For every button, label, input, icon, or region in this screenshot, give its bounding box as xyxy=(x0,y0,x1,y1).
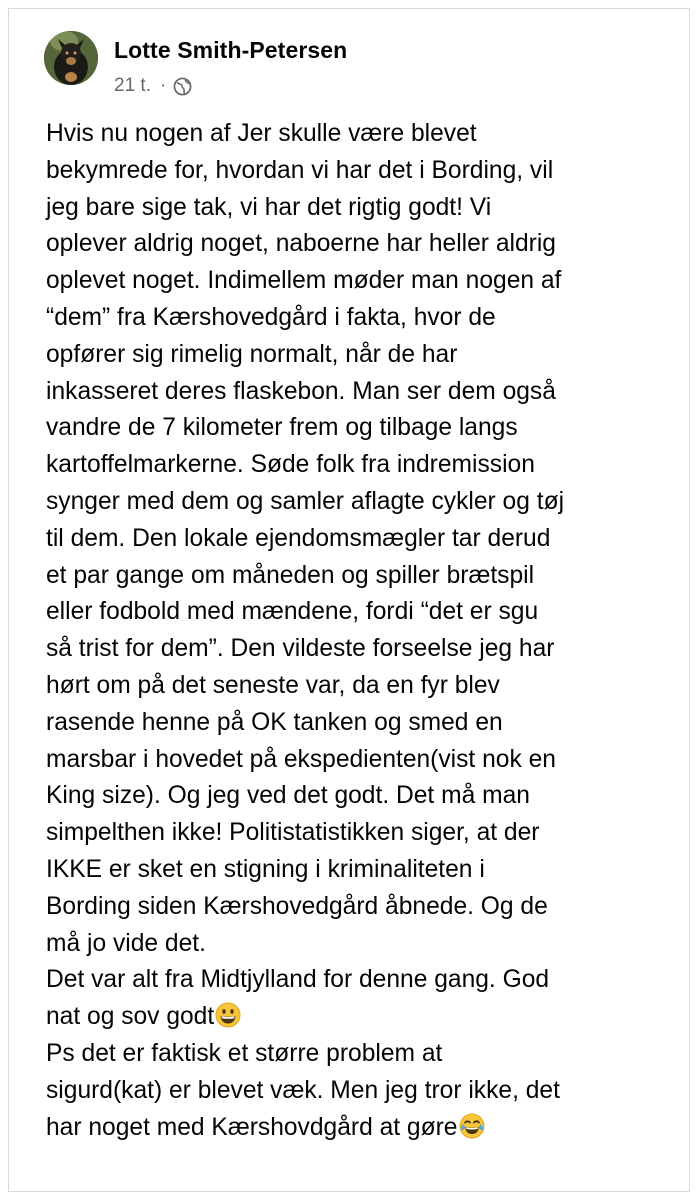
post-line: et par gange om måneden og spiller brætspil xyxy=(46,561,535,589)
post-line: “dem” fra Kærshovedgård i fakta, hvor de xyxy=(46,303,496,331)
post-meta xyxy=(114,75,192,97)
post-line: må jo vide det. xyxy=(46,929,206,957)
post-line: simpelthen ikke! Politistatistikken siger, at der xyxy=(46,819,540,847)
post-author-name[interactable]: Lotte Smith-Petersen xyxy=(114,37,348,63)
avatar-dog-icon xyxy=(44,31,98,85)
post-line: eller fodbold med mændene, fordi “det er sgu xyxy=(46,598,539,626)
post-line: oplever aldrig noget, naboerne har heller aldrig xyxy=(46,230,556,258)
post-line: jeg bare sige tak, vi har det rigtig godt! Vi xyxy=(46,193,492,221)
post-line: marsbar i hovedet på ekspedienten(vist nok en xyxy=(46,745,556,773)
post-line-with-emoji xyxy=(46,1110,676,1147)
post-line-text: nat og sov godt xyxy=(46,1003,215,1031)
post-line: vandre de 7 kilometer frem og tilbage langs xyxy=(46,414,518,442)
grinning-face-emoji-icon xyxy=(215,1002,241,1028)
post-line: IKKE er sket en stigning i kriminaliteten i xyxy=(46,855,485,883)
post-line: hørt om på det seneste var, da en fyr blev xyxy=(46,671,500,699)
post-line: Ps det er faktisk et større problem at xyxy=(46,1039,443,1067)
post-line: rasende henne på OK tanken og smed en xyxy=(46,708,503,736)
post-line: synger med dem og samler aflagte cykler og tøj xyxy=(46,487,565,515)
post-line: så trist for dem”. Den vildeste forseelse jeg har xyxy=(46,635,555,663)
post-line: King size). Og jeg ved det godt. Det må man xyxy=(46,782,530,810)
tears-of-joy-emoji-icon xyxy=(459,1113,485,1139)
post-body xyxy=(46,116,676,1146)
post-line: inkasseret deres flaskebon. Man ser dem også xyxy=(46,377,556,405)
post-line: Hvis nu nogen af Jer skulle være blevet xyxy=(46,120,477,147)
post-line-text: har noget med Kærshovdgård at gøre xyxy=(46,1113,458,1141)
post-line-with-emoji xyxy=(46,999,676,1036)
avatar[interactable] xyxy=(44,31,98,85)
post-line: bekymrede for, hvordan vi har det i Bording, vil xyxy=(46,156,554,184)
post-line: Det var alt fra Midtjylland for denne gang. God xyxy=(46,966,550,994)
meta-separator: · xyxy=(159,75,167,96)
post-line: Bording siden Kærshovedgård åbnede. Og de xyxy=(46,892,548,920)
post-line: opfører sig rimelig normalt, når de har xyxy=(46,340,458,368)
post-line: oplevet noget. Indimellem møder man nogen af xyxy=(46,267,562,295)
globe-icon[interactable] xyxy=(173,77,192,96)
post-line: til dem. Den lokale ejendomsmægler tar derud xyxy=(46,524,551,552)
post-line: sigurd(kat) er blevet væk. Men jeg tror ikke, det xyxy=(46,1076,560,1104)
post-line: kartoffelmarkerne. Søde folk fra indremission xyxy=(46,451,535,479)
post-timestamp[interactable]: 21 t. xyxy=(114,75,151,96)
